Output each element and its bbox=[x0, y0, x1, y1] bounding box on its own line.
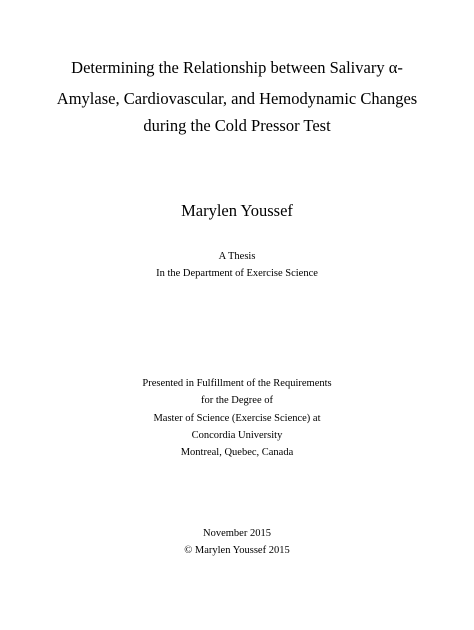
department: In the Department of Exercise Science bbox=[156, 268, 318, 279]
presentation-line-3: Master of Science (Exercise Science) at bbox=[153, 413, 321, 424]
copyright-notice: © Marylen Youssef 2015 bbox=[184, 545, 290, 556]
title-line-2: Amylase, Cardiovascular, and Hemodynamic Changes bbox=[56, 89, 418, 108]
thesis-type: A Thesis bbox=[218, 251, 256, 262]
presentation-line-4: Concordia University bbox=[191, 430, 283, 441]
title-line-3: during the Cold Pressor Test bbox=[143, 116, 331, 135]
title-line-1: Determining the Relationship between Salivary α- bbox=[71, 58, 403, 77]
presentation-line-5: Montreal, Quebec, Canada bbox=[180, 447, 294, 458]
presentation-line-1: Presented in Fulfillment of the Requirements bbox=[142, 378, 332, 389]
submission-date: November 2015 bbox=[203, 528, 271, 539]
presentation-line-2: for the Degree of bbox=[200, 395, 273, 406]
author-name: Marylen Youssef bbox=[181, 201, 293, 220]
